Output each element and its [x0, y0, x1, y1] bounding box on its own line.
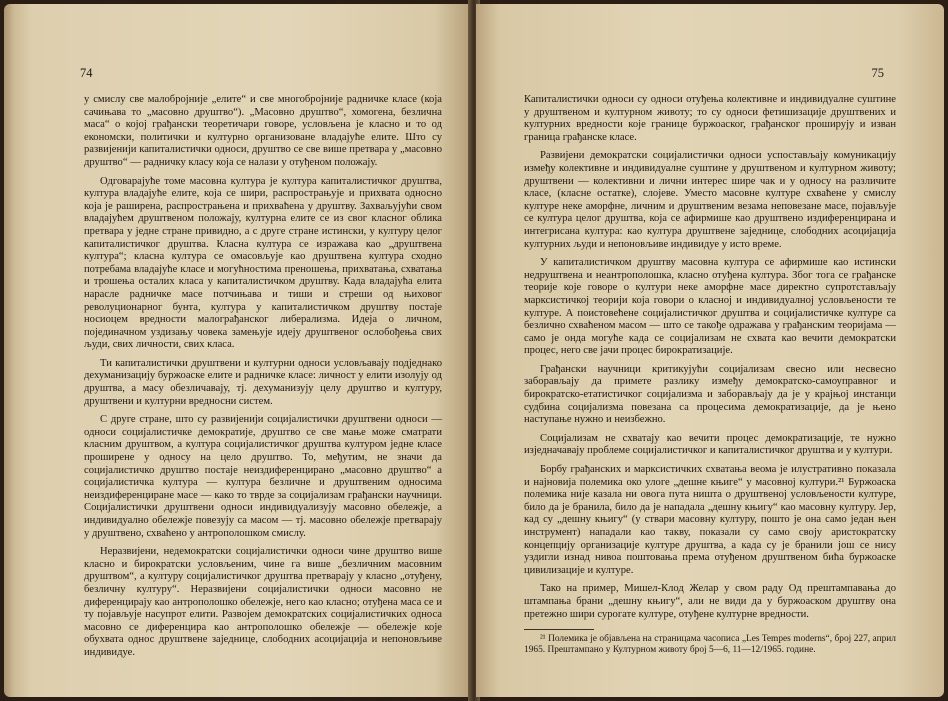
- paragraph: Неразвијени, недемократски социјалистички односи чине друштво више класно и бирократски условљеним, чине га више „безличним масовним друштвом“, а културу социјалистичког друштва претварају у класно „отуђену, безличну културу“. Неразвијени социјалистички односи масовно не диференцирају као антрополошко обележје, него као класно; отуђена маса се и ту појављује насупрот елити. Развојем демократских социјалистичких односа масовно се диференцира као антрополошко обележје — обележје које обухвата однос друштвене заједнице, слободних асоцијација и непоновљиве индивидуе.: [84, 546, 442, 658]
- footnote: ²¹ Полемика је објављена на страницама часописа „Les Tempes moderns“, број 227, април 1965. Прештампано у Културном животу број 5—6, 11—12/1965. године.: [524, 634, 896, 656]
- paragraph: Грађански научници критикујући социјализам свесно или несвесно заборављају да примете разлику између демократско-самоуправног и бирократско-етатистичког социјализма и заборављају да је у крајњој инстанци судбина социјализма повезана са процесима демократизације, да је њено наступање нужно и неизбежно.: [524, 363, 896, 426]
- paragraph: У капиталистичком друштву масовна култура се афирмише као истински недруштвена и неантрополошка, класно отуђена култура. Због тога се грађанске теорије које говоре о култури неке аморфне масе директно супротстављају марксистичкој теорији која говори о класној и индивидуалној условљености те културе. А поистовећене социјалистичког друштва и социјалистичке културе са безлично схваћеном масом — што се такође одражава у грађанским теоријама — само је онда могуће када се социјализам не схвата као вечити демократски процес, него све јачи процес бирократизације.: [524, 257, 896, 357]
- paragraph: Одговарајуће томе масовна култура је култура капиталистичког друштва, култура владајуће елите, која се шири, распрострањује и прихвата односно која је раширена, распрострањена и прихваћена у друштву. Захваљујући свом владајућем друштвеном положају, културна елите се из свог класног облика претвара у једне стране привидно, а с друге стране истински, у културу целог капиталистичког друштва. Класна култура се изражава као „друштвена култура“; класна култура се омасовљује као друштвена култура сходно потребама владајуће класе и могућностима преношења, прихватања, схватања и трошења осталих класа у капиталистичком друштву. Када владајућа елита нарасле радничке масе потчињава и тиши и стреши од њиховог револуционарног бунта, култура у капиталистичком друштву постаје носиоцем вредности малограђанског либерализма. Идеја о личном, појединачном уздизању човека замењује идеју друштвеног ослобођења свих људи, свих личности, свих класа.: [84, 175, 442, 351]
- page-number-right: 75: [871, 66, 884, 80]
- right-page: [476, 4, 944, 697]
- paragraph: Борбу грађанских и марксистичких схватања веома је илустративно показала и најновија полемика око улоге „дешне књиге“ у масовној култури.²¹ Буржоаска полемика није казала ни овога пута ништа о друштвеној условљености културе, било да је бранила, било да је нападала „дешну књигу“ као масовну културу. Јер, кад су „дешну књигу“ (у ствари масовну културу, пошто је она само један њен инструмент) нападали као такву, показали су само своју аристократску концепцију организације културе друштва, а када су је бранили још се нису уздигли изнад нивоа поштовања према отуђеном друштвеном бића буржоаске цивилизације и културе.: [524, 464, 896, 576]
- page-number-left: 74: [80, 66, 93, 80]
- paragraph: С друге стране, што су развијенији социјалистички друштвени односи — односи социјалистичке демократије, друштво се све мање може сматрати класним друштвом, а култура социјалистичког друштва културом једне класе проширене у односу на цело друштво. То, међутим, не значи да социјалистичко друштво постаје неиздиференцирано „масовно друштво“ а социјалистичка култура — култура безличне и друштвеним односима неиздиференциране масе — како то тврде за социјализам грађански научници. Социјалистички друштвени односи индивидуализују масовно обележје, а индивидуално обележје повезују са масом — тј. масовно обележје претварају у друштвено, схваћено у антрополошком смислу.: [84, 414, 442, 539]
- right-page-text: [524, 94, 896, 656]
- paragraph: у смислу све малобројније „елите“ и све многобројније радничке класе (која сачињава то „масовно друштво“). „Масовно друштво“, хомогена, безлична маса“ о којој грађански теоретичари говоре, условљена је класно и то од економски, политички и културно организоване владајуће елите. Што су развијенији капиталистички односи, друштво се све више претвара у „масовно друштво“ — радничку класу која се налази у отуђеном положају.: [84, 94, 442, 168]
- paragraph: Социјализам не схватају као вечити процес демократизације, те нужно изједначавају проблеме социјалистичког и капиталистичког друштва и у култури.: [524, 432, 896, 457]
- paragraph: Капиталистички односи су односи отуђења колективне и индивидуалне суштине у друштвеном и културном животу; то су односи фетишизације друштвених и културних вредности које границе буржоаског, грађанског проширују и изван граница грађанске класе.: [524, 94, 896, 143]
- left-page-text: [84, 94, 442, 666]
- paragraph: Развијени демократски социјалистички односи успостављају комуникацију између колективне и индивидуалне суштине у друштвеном и културном животу; друштвени — колективни и лични интерес шире чак и у односу на различите класе, (класне остатке), слојеве. Уместо масовне културе схваћене у смислу културе неке аморфне, личним и друштвеним везама неповезане масе, појављује се култура целог друштва, која се афирмише као друштвено издиференцирана и интегрисана култура: као култура друштвене заједнице, слободних асоцијација културних људи и непоновљиве индивидуе у исто време.: [524, 150, 896, 250]
- paragraph: Тако на пример, Мишел-Клод Желар у свом раду Од прештампавања до штампања брани „дешну књигу“, али не види да у буржоаском друштву она претежно шири сурогате културе, отуђене културне вредности.: [524, 583, 896, 620]
- footnote-divider: [524, 629, 594, 630]
- paragraph: Ти капиталистички друштвени и културни односи условљавају подједнако дехуманизацију буржоаске елите и радничке класе: личност у елити изолују од друштва, а масу обезличавају, тј. дехуманизују целу друштво и културу, друштвени и културни вредносни систем.: [84, 357, 442, 407]
- left-page: [4, 4, 472, 697]
